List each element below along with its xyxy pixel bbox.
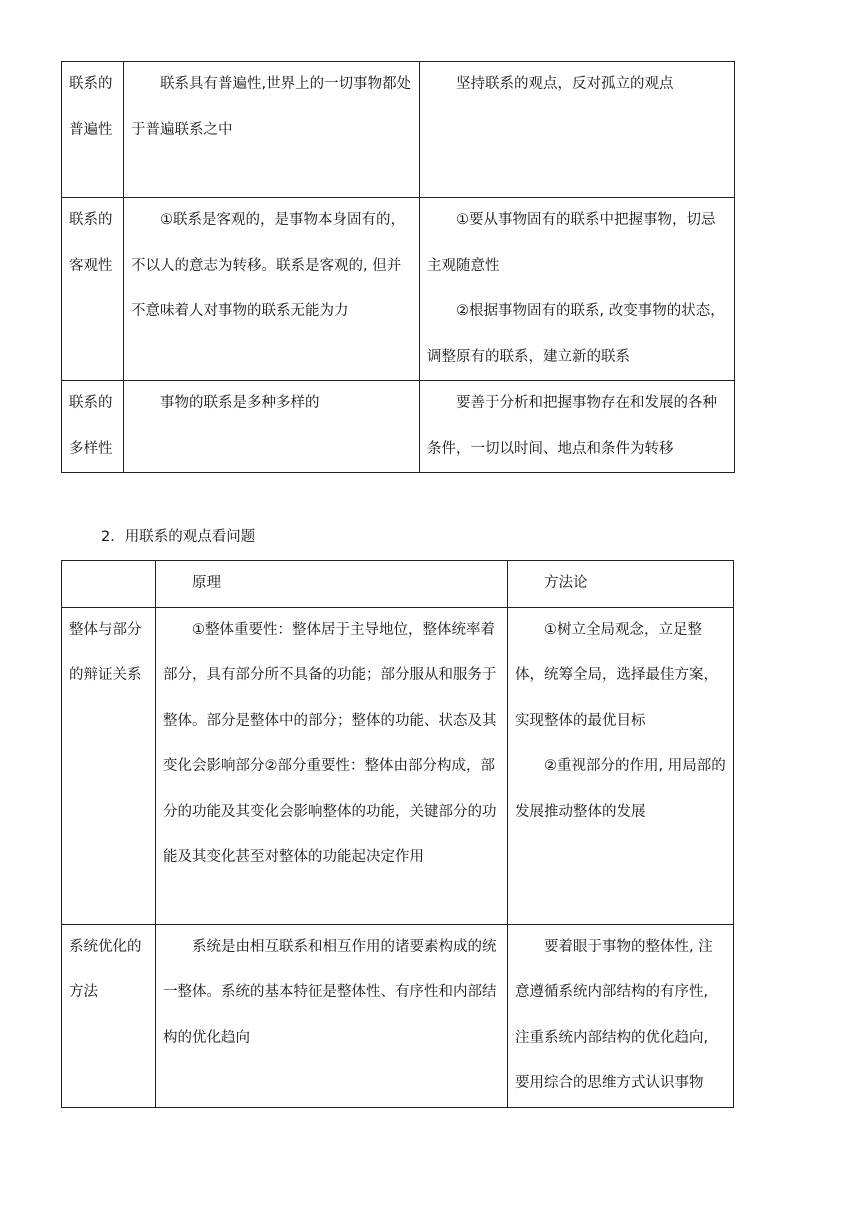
row-label: 联系的客观性 [62,198,124,381]
row-label: 整体与部分的辩证关系 [62,607,156,924]
table-header-row [62,561,734,608]
header-corner-cell [62,561,156,608]
table-row [62,198,735,381]
method-cell: ①树立全局观念，立足整体，统筹全局，选择最佳方案，实现整体的最优目标 ②重视部分的作用, 用局部的发展推动整体的发展 [508,607,734,924]
principle-cell: 事物的联系是多种多样的 [124,381,420,473]
principle-cell: ①整体重要性：整体居于主导地位，整体统率着部分，具有部分所不具备的功能；部分服从和服务于整体。部分是整体中的部分；整体的功能、状态及其变化会影响部分②部分重要性：整体由部分构成，部分的功能及其变化会影响整体的功能，关键部分的功能及其变化甚至对整体的功能起决定作用 [156,607,508,924]
row-label: 联系的普遍性 [62,62,124,198]
principle-cell: 系统是由相互联系和相互作用的诸要素构成的统一整体。系统的基本特征是整体性、有序性和内部结构的优化趋向 [156,924,508,1107]
header-principle: 原理 [156,561,508,608]
table-row [62,62,735,198]
section-heading: 2．用联系的观点看问题 [101,529,256,545]
method-cell: ①要从事物固有的联系中把握事物，切忌主观随意性 ②根据事物固有的联系, 改变事物的状态，调整原有的联系，建立新的联系 [420,198,735,381]
table-connection-viewpoint [61,560,734,1108]
table-row [62,924,734,1107]
row-label: 联系的多样性 [62,381,124,473]
method-cell: 要着眼于事物的整体性, 注意遵循系统内部结构的有序性, 注重系统内部结构的优化趋向, 要用综合的思维方式认识事物 [508,924,734,1107]
table-row [62,607,734,924]
table-row [62,381,735,473]
row-label: 系统优化的方法 [62,924,156,1107]
method-cell: 坚持联系的观点，反对孤立的观点 [420,62,735,198]
method-cell: 要善于分析和把握事物存在和发展的各种条件，一切以时间、地点和条件为转移 [420,381,735,473]
principle-cell: 联系具有普遍性,世界上的一切事物都处于普遍联系之中 [124,62,420,198]
principle-cell: ①联系是客观的，是事物本身固有的，不以人的意志为转移。联系是客观的, 但并不意味着人对事物的联系无能为力 [124,198,420,381]
header-method: 方法论 [508,561,734,608]
table-connection-characteristics [61,61,735,473]
